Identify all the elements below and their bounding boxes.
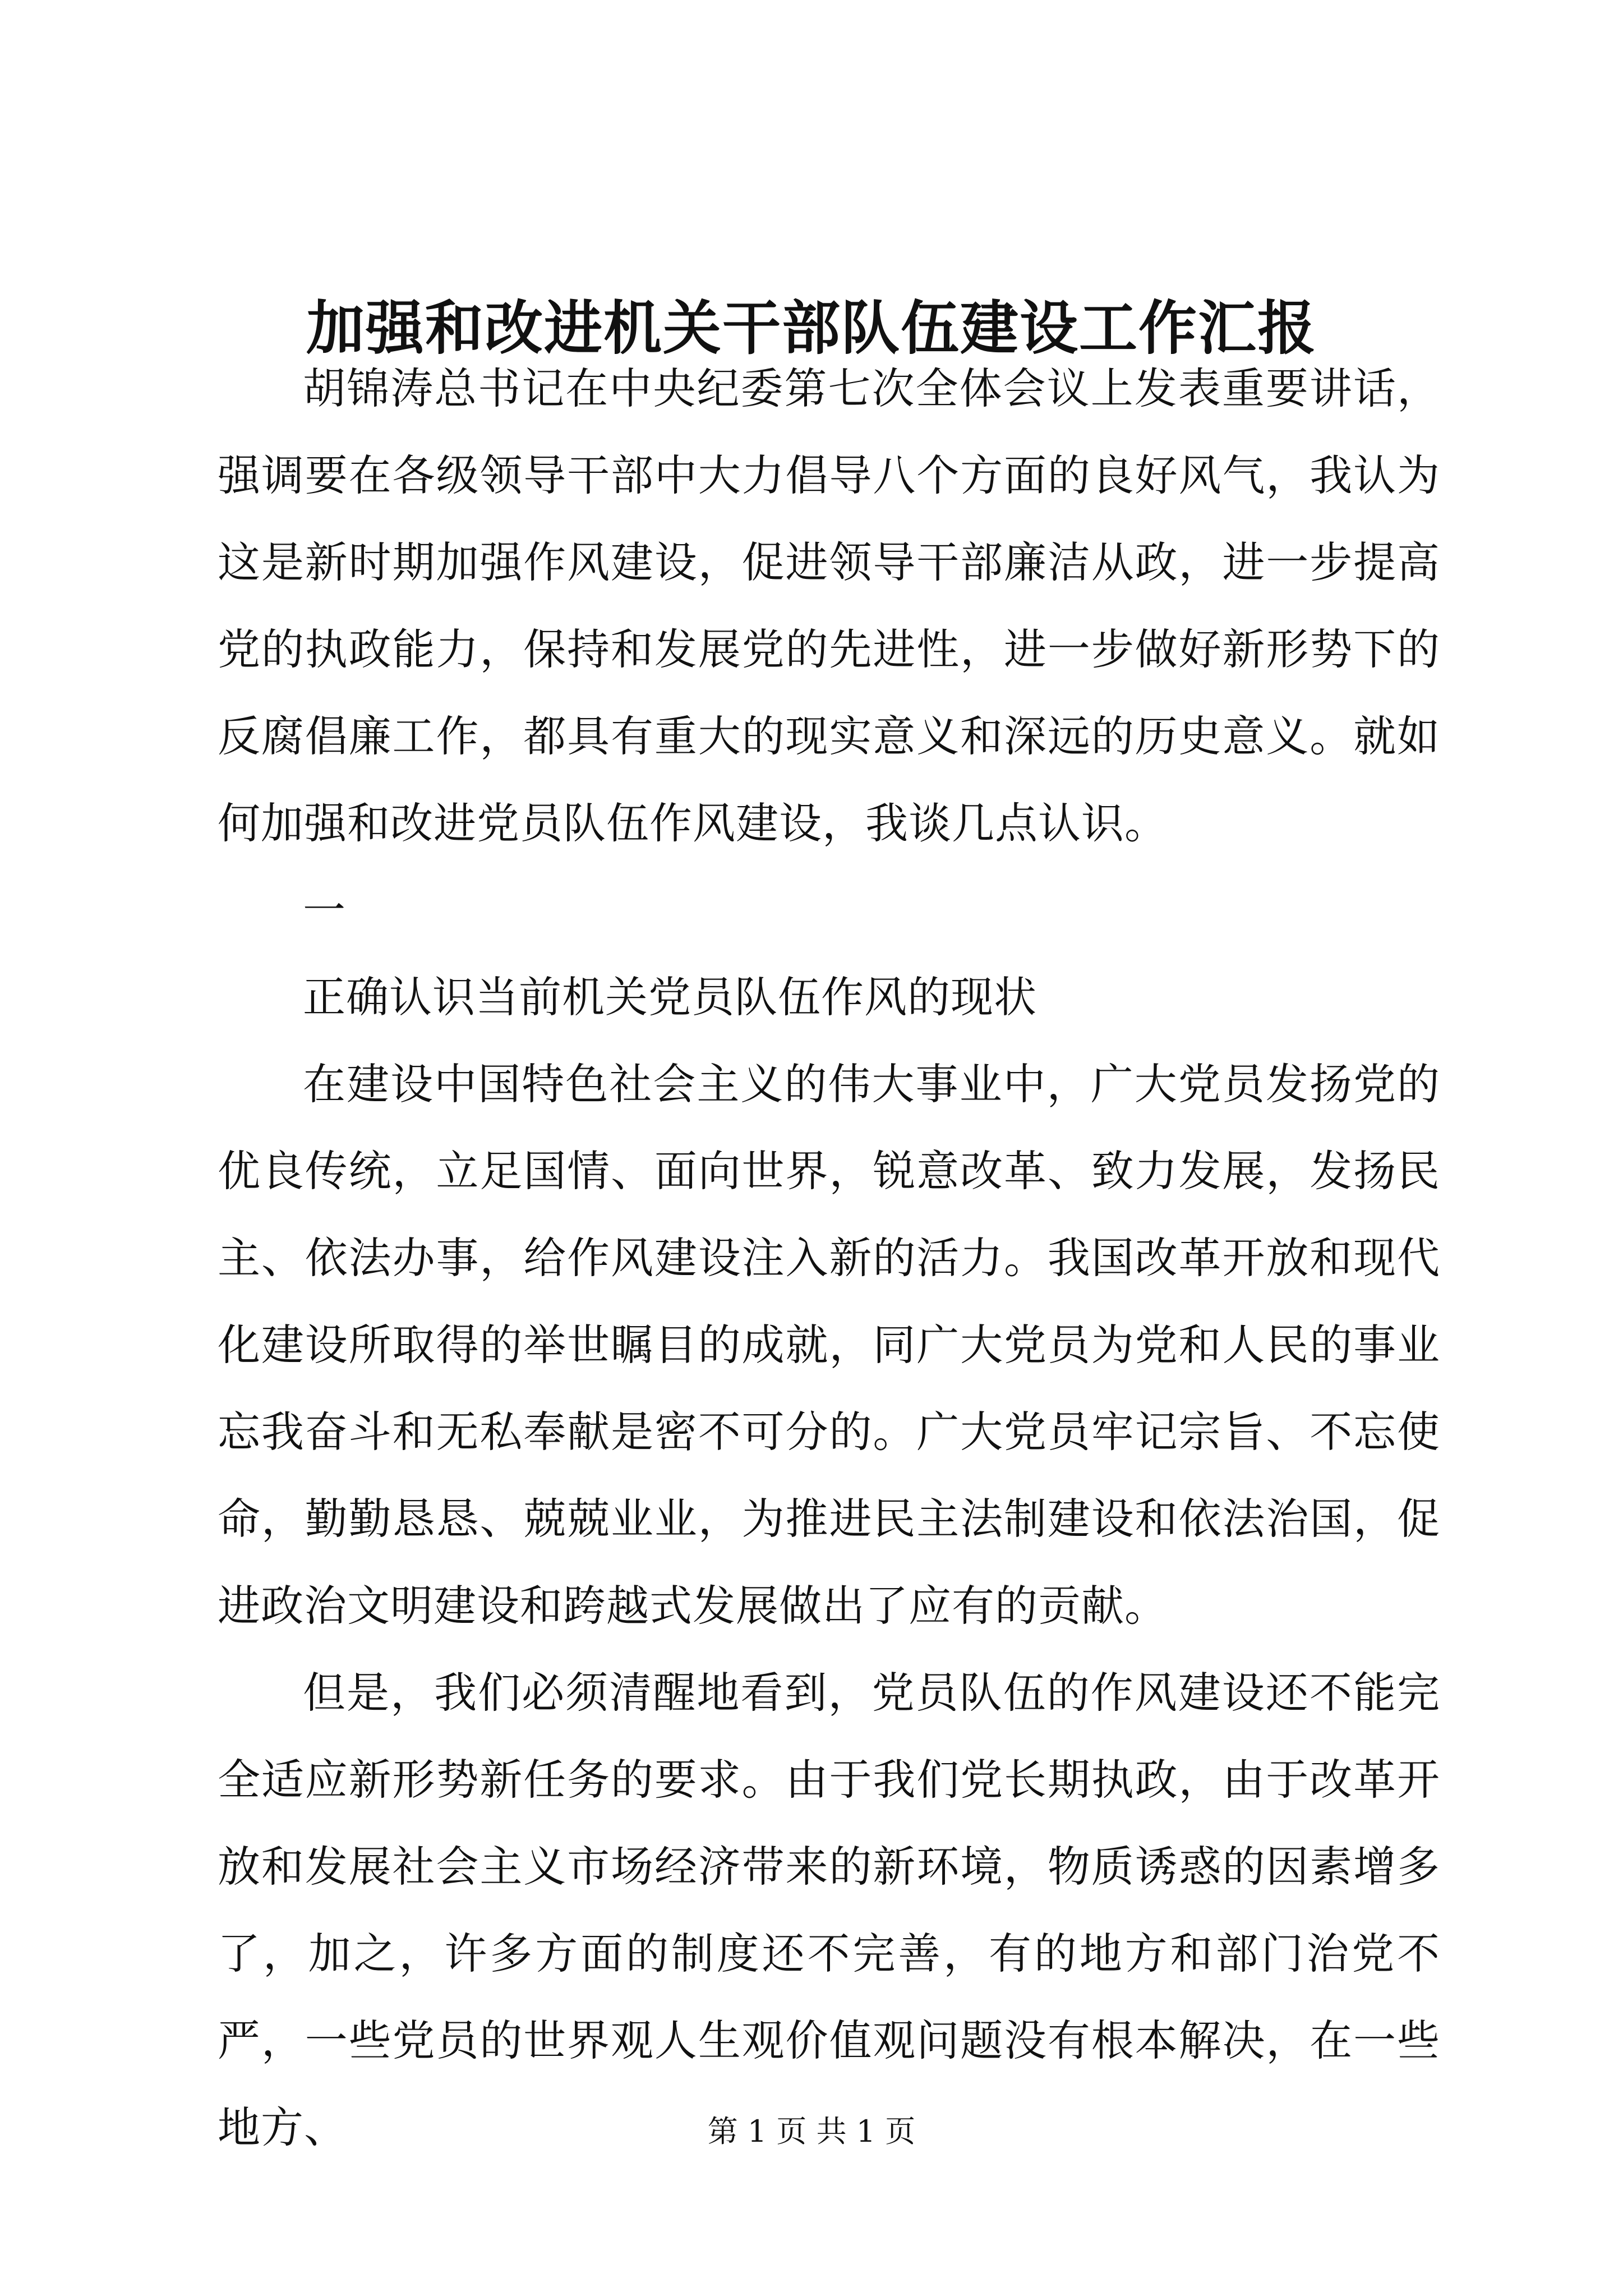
section-heading: 正确认识当前机关党员队伍作风的现状 <box>303 972 1037 1022</box>
paragraph-intro: 胡锦涛总书记在中央纪委第七次全体会议上发表重要讲话，强调要在各级领导干部中大力倡导八个方面的良好风气，我认为这是新时期加强作风建设，促进领导干部廉洁从政，进一步提高党的执政能力，保持和发展党的先进性，进一步做好新形势下的反腐倡廉工作，都具有重大的现实意义和深远的历史意义。就如何加强和改进党员队伍作风建设，我谈几点认识。 <box>218 364 1440 848</box>
paragraph-problems: 但是，我们必须清醒地看到，党员队伍的作风建设还不能完全适应新形势新任务的要求。由于我们党长期执政，由于改革开放和发展社会主义市场经济带来的新环境，物质诱惑的因素增多了，加之，许多方面的制度还不完善，有的地方和部门治党不严，一些党员的世界观人生观价值观问题没有根本解决，在一些地方、 <box>218 1668 1440 2152</box>
paragraph-achievements: 在建设中国特色社会主义的伟大事业中，广大党员发扬党的优良传统，立足国情、面向世界，锐意改革、致力发展，发扬民主、依法办事，给作风建设注入新的活力。我国改革开放和现代化建设所取得的举世瞩目的成就，同广大党员为党和人民的事业忘我奋斗和无私奉献是密不可分的。广大党员牢记宗旨、不忘使命，勤勤恳恳、兢兢业业，为推进民主法制建设和依法治国，促进政治文明建设和跨越式发展做出了应有的贡献。 <box>218 1059 1440 1631</box>
section-number: 一 <box>303 885 346 935</box>
document-title: 加强和改进机关干部队伍建设工作汇报 <box>306 293 1317 362</box>
document-body <box>218 345 1440 2171</box>
page-footer: 第 1 页 共 1 页 <box>707 2114 916 2149</box>
